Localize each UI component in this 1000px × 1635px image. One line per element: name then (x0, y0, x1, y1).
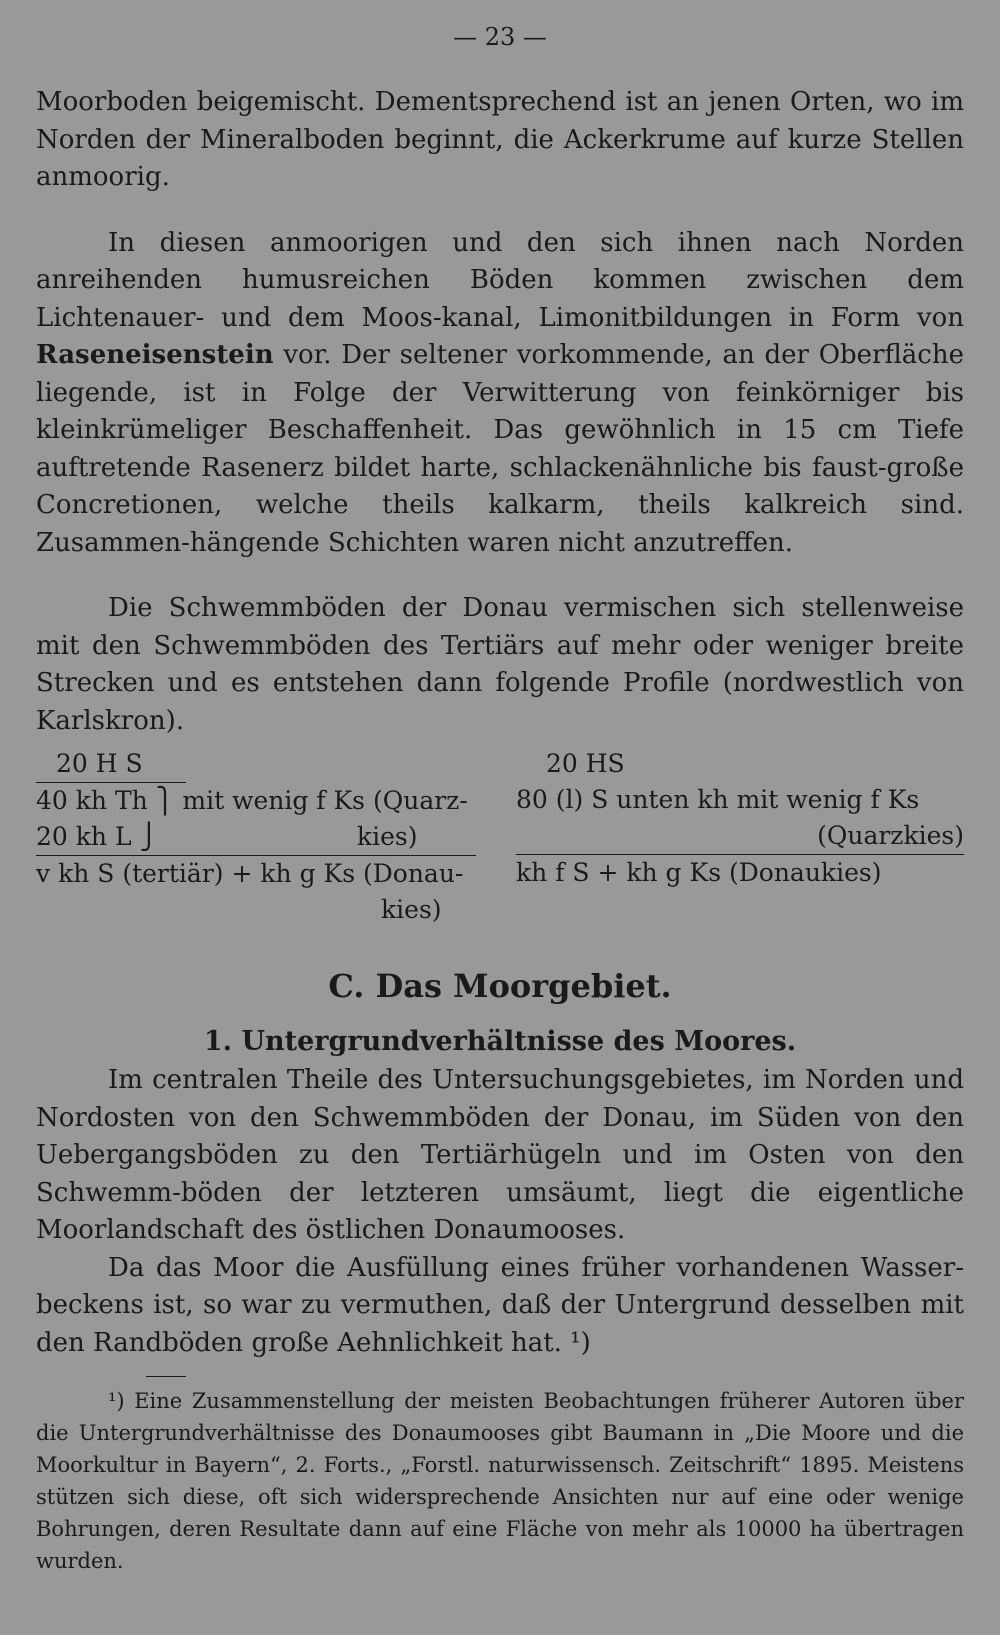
footnote-separator (146, 1376, 186, 1377)
profile-left (36, 746, 476, 928)
paragraph-2-part-b: vor. Der seltener vorkommende, an der Oberfläche liegende, ist in Folge der Verwitterung von feinkörniger bis kleinkrümeliger Beschaffenheit. Das gewöhnlich in 15 cm Tiefe auftretende Rasenerz bildet harte, schlackenähnliche bis faust-große Concretionen, welche theils kalkarm, theils kalkreich sind. Zusammen-hängende Schichten waren nicht anzutreffen. (36, 340, 964, 558)
page-number: — 23 — (453, 23, 547, 51)
paragraph-1: Moorboden beigemischt. Dementsprechend ist an jenen Orten, wo im Norden der Mineralboden beginnt, die Ackerkrume auf kurze Stellen anmoorig. (36, 87, 964, 192)
subsection-title: 1. Untergrundverhältnisse des Moores. (203, 1026, 797, 1057)
footnotes (36, 1385, 964, 1577)
paragraph-5: Da das Moor die Ausfüllung eines früher vorhandenen Wasser-beckens ist, so war zu vermuthen, daß der Untergrund desselben mit den Randböden große Aehnlichkeit hat. ¹) (36, 1252, 964, 1358)
profile-right-row-3: kh f S + kh g Ks (Donaukies) (516, 858, 882, 887)
profile-left-row-4: kies) (381, 895, 442, 924)
profile-right-head: 20 HS (546, 749, 625, 778)
profile-right-row-1: 80 (l) S unten kh mit wenig f Ks (516, 785, 920, 814)
profile-left-head: 20 H S (56, 749, 143, 778)
profile-left-row-1: 40 kh Th ⎫ mit wenig f Ks (Quarz- (36, 786, 468, 815)
paragraph-2-part-a: In diesen anmoorigen und den sich ihnen nach Norden anreihenden humusreichen Böden kommen zwischen dem Lichtenauer- und dem Moos-kanal, Limonitbildungen in Form von (36, 227, 964, 333)
profile-left-row-3: v kh S (tertiär) + kh g Ks (Donau- (36, 859, 464, 888)
paragraph-4: Im centralen Theile des Untersuchungsgebietes, im Norden und Nordosten von den Schwemmböden der Donau, im Süden von den Uebergangsböden zu den Tertiärhügeln und im Osten von den Schwemm-böden der letzteren umsäumt, liegt die eigentliche Moorlandschaft des östlichen Donaumooses. (36, 1065, 964, 1245)
profile-right-row-2: (Quarzkies) (817, 821, 964, 850)
paragraph-2 (36, 225, 964, 563)
soil-profiles (36, 746, 964, 924)
profile-right (516, 746, 964, 891)
footnote-1: ¹) Eine Zusammenstellung der meisten Beobachtungen früherer Autoren über die Untergrundverhältnisse des Donaumooses gibt Baumann in „Die Moore und die Moorkultur in Bayern“, 2. Forts., „Forstl. naturwissensch. Zeitschrift“ 1895. Meistens stützen sich diese, oft sich widersprechende Ansichten nur auf eine oder wenige Bohrungen, deren Resultate dann auf eine Fläche von mehr als 10000 ha übertragen wurden. (36, 1389, 964, 1573)
paragraph-3: Die Schwemmböden der Donau vermischen sich stellenweise mit den Schwemmböden des Tertiärs auf mehr oder weniger breite Strecken und es entstehen dann folgende Profile (nordwestlich von Karlskron). (36, 593, 964, 736)
paragraph-2-emphasis: Raseneisenstein (36, 340, 274, 370)
section-title: C. Das Moorgebiet. (328, 967, 672, 1005)
profile-left-row-2: 20 kh L ⎭ kies) (36, 822, 418, 851)
body-text (36, 84, 964, 1577)
